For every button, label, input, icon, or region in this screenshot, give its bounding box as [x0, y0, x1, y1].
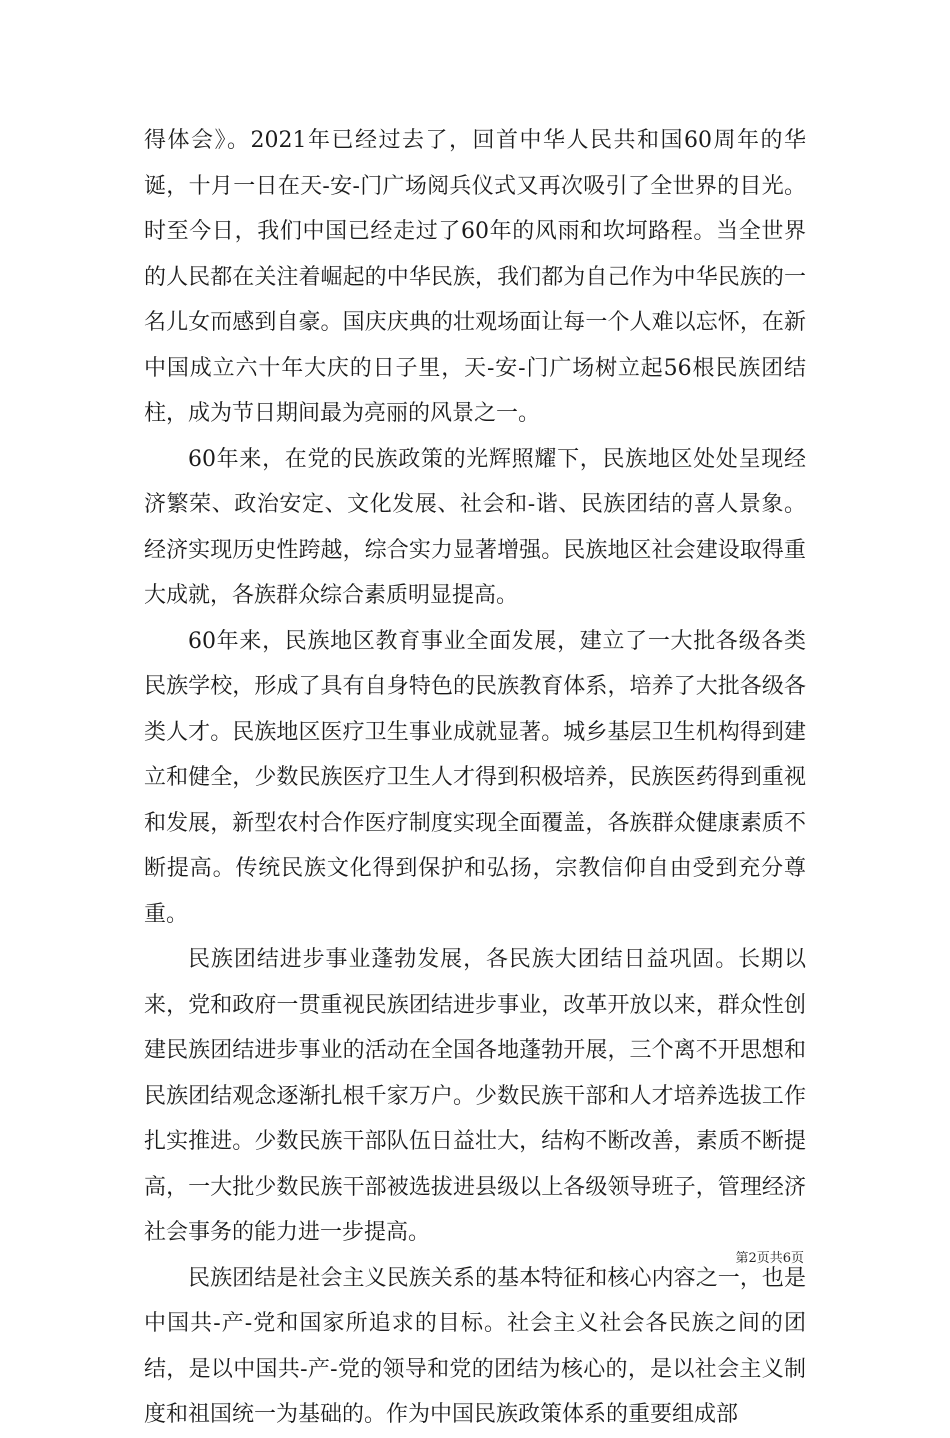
document-body	[144, 118, 806, 1438]
paragraph: 民族团结进步事业蓬勃发展，各民族大团结日益巩固。长期以来，党和政府一贯重视民族团结进步事业，改革开放以来，群众性创建民族团结进步事业的活动在全国各地蓬勃开展，三个离不开思想和民族团结观念逐渐扎根千家万户。少数民族干部和人才培养选拔工作扎实推进。少数民族干部队伍日益壮大，结构不断改善，素质不断提高，一大批少数民族干部被选拔进县级以上各级领导班子，管理经济社会事务的能力进一步提高。	[144, 947, 806, 1245]
paragraph: 60年来，民族地区教育事业全面发展，建立了一大批各级各类民族学校，形成了具有自身特色的民族教育体系，培养了大批各级各类人才。民族地区医疗卫生事业成就显著。城乡基层卫生机构得到建立和健全，少数民族医疗卫生人才得到积极培养，民族医药得到重视和发展，新型农村合作医疗制度实现全面覆盖，各族群众健康素质不断提高。传统民族文化得到保护和弘扬，宗教信仰自由受到充分尊重。	[144, 628, 806, 927]
paragraph: 民族团结是社会主义民族关系的基本特征和核心内容之一，也是中国共-产-党和国家所追求的目标。社会主义社会各民族之间的团结，是以中国共-产-党的领导和党的团结为核心的，是以社会主义制度和祖国统一为基础的。作为中国民族政策体系的重要组成部	[144, 1265, 806, 1427]
page-number: 第2页共6页	[735, 1251, 804, 1266]
paragraph: 60年来，在党的民族政策的光辉照耀下，民族地区处处呈现经济繁荣、政治安定、文化发展、社会和-谐、民族团结的喜人景象。经济实现历史性跨越，综合实力显著增强。民族地区社会建设取得重大成就，各族群众综合素质明显提高。	[144, 446, 806, 608]
paragraph-continued: 得体会》。2021年已经过去了，回首中华人民共和国60周年的华诞，十月一日在天-安-门广场阅兵仪式又再次吸引了全世界的目光。时至今日，我们中国已经走过了60年的风雨和坎坷路程。当全世界的人民都在关注着崛起的中华民族，我们都为自己作为中华民族的一名儿女而感到自豪。国庆庆典的壮观场面让每一个人难以忘怀，在新中国成立六十年大庆的日子里，天-安-门广场树立起56根民族团结柱，成为节日期间最为亮丽的风景之一。	[144, 128, 806, 426]
